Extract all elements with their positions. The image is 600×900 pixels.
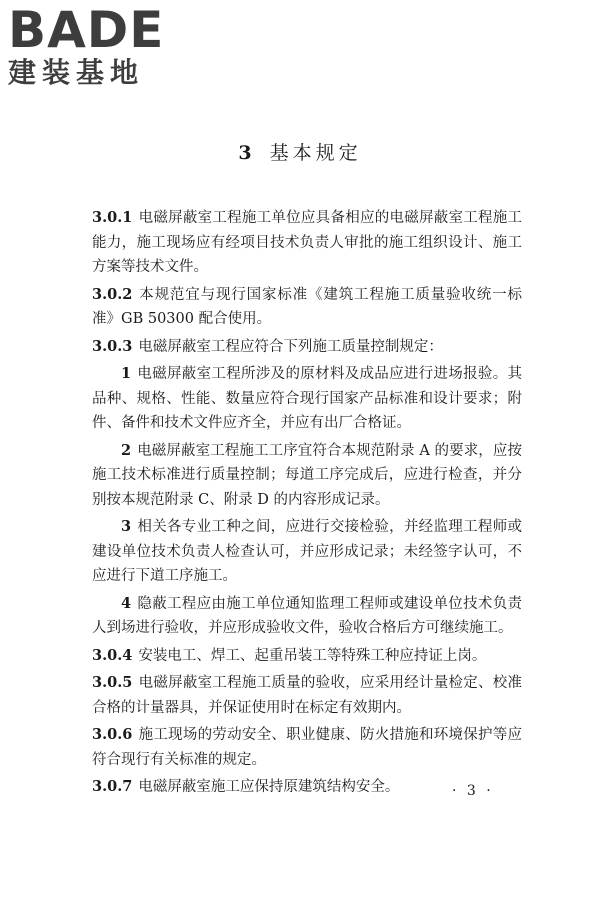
list-item-4: [92, 592, 522, 641]
item-number: 3: [121, 518, 132, 535]
clause-text: 施工现场的劳动安全、职业健康、防火措施和环境保护等应符合现行有关标准的规定。: [92, 727, 522, 768]
item-number: 4: [121, 594, 132, 612]
clause-number: 3.0.7: [92, 778, 133, 795]
clause-number: 3.0.1: [92, 209, 133, 226]
list-item-1: [92, 362, 522, 436]
clause-number: 3.0.2: [92, 285, 133, 303]
clause-number: 3.0.4: [92, 646, 133, 664]
clause-text: 电磁屏蔽室工程施工单位应具备相应的电磁屏蔽室工程施工能力，施工现场应有经项目技术负责人审批的施工组织设计、施工方案等技术文件。: [92, 210, 522, 275]
item-text: 隐蔽工程应由施工单位通知监理工程师或建设单位技术负责人到场进行验收，并应形成验收文件，验收合格后方可继续施工。: [92, 595, 522, 636]
chapter-title: [0, 138, 600, 165]
clause-text: 安装电工、焊工、起重吊装工等特殊工种应持证上岗。: [138, 647, 487, 664]
clause-text: 电磁屏蔽室施工应保持原建筑结构安全。: [138, 779, 400, 795]
item-number: 1: [121, 365, 132, 382]
clause-3-0-6: [92, 723, 522, 772]
clause-3-0-2: [92, 283, 522, 332]
chapter-title-text: 基本规定: [269, 142, 362, 164]
logo-subtitle: 建装基地: [8, 56, 145, 89]
chapter-number: 3: [238, 142, 256, 164]
list-item-2: [92, 439, 522, 513]
item-text: 电磁屏蔽室工程施工工序宜符合本规范附录 A 的要求，应按施工技术标准进行质量控制；每道工序完成后，应进行检查，并分别按本规范附录 C、附录 D 的内容形成记录。: [92, 442, 522, 508]
clause-number: 3.0.6: [92, 726, 133, 743]
clause-number: 3.0.3: [92, 337, 133, 355]
bade-logo: [8, 1, 178, 90]
logo-brand-text: BADE: [8, 1, 165, 59]
item-number: 2: [121, 441, 132, 459]
clause-text: 电磁屏蔽室工程应符合下列施工质量控制规定：: [138, 338, 443, 355]
clause-3-0-5: [92, 671, 522, 720]
clause-text: 本规范宜与现行国家标准《建筑工程施工质量验收统一标准》GB 50300 配合使用。: [92, 286, 522, 327]
page-number: · 3 ·: [452, 783, 494, 799]
list-item-3: [92, 515, 522, 589]
document-body: [92, 206, 522, 803]
item-text: 电磁屏蔽室工程所涉及的原材料及成品应进行进场报验。其品种、规格、性能、数量应符合现行国家产品标准和设计要求；附件、备件和技术文件应齐全，并应有出厂合格证。: [92, 366, 522, 431]
clause-text: 电磁屏蔽室工程施工质量的验收，应采用经计量检定、校准合格的计量器具，并保证使用时在标定有效期内。: [92, 675, 522, 716]
item-text: 相关各专业工种之间，应进行交接检验，并经监理工程师或建设单位技术负责人检查认可，并应形成记录；未经签字认可，不应进行下道工序施工。: [92, 519, 522, 584]
clause-3-0-3: [92, 335, 522, 360]
clause-3-0-4: [92, 644, 522, 669]
clause-3-0-1: [92, 206, 522, 280]
clause-number: 3.0.5: [92, 674, 133, 691]
